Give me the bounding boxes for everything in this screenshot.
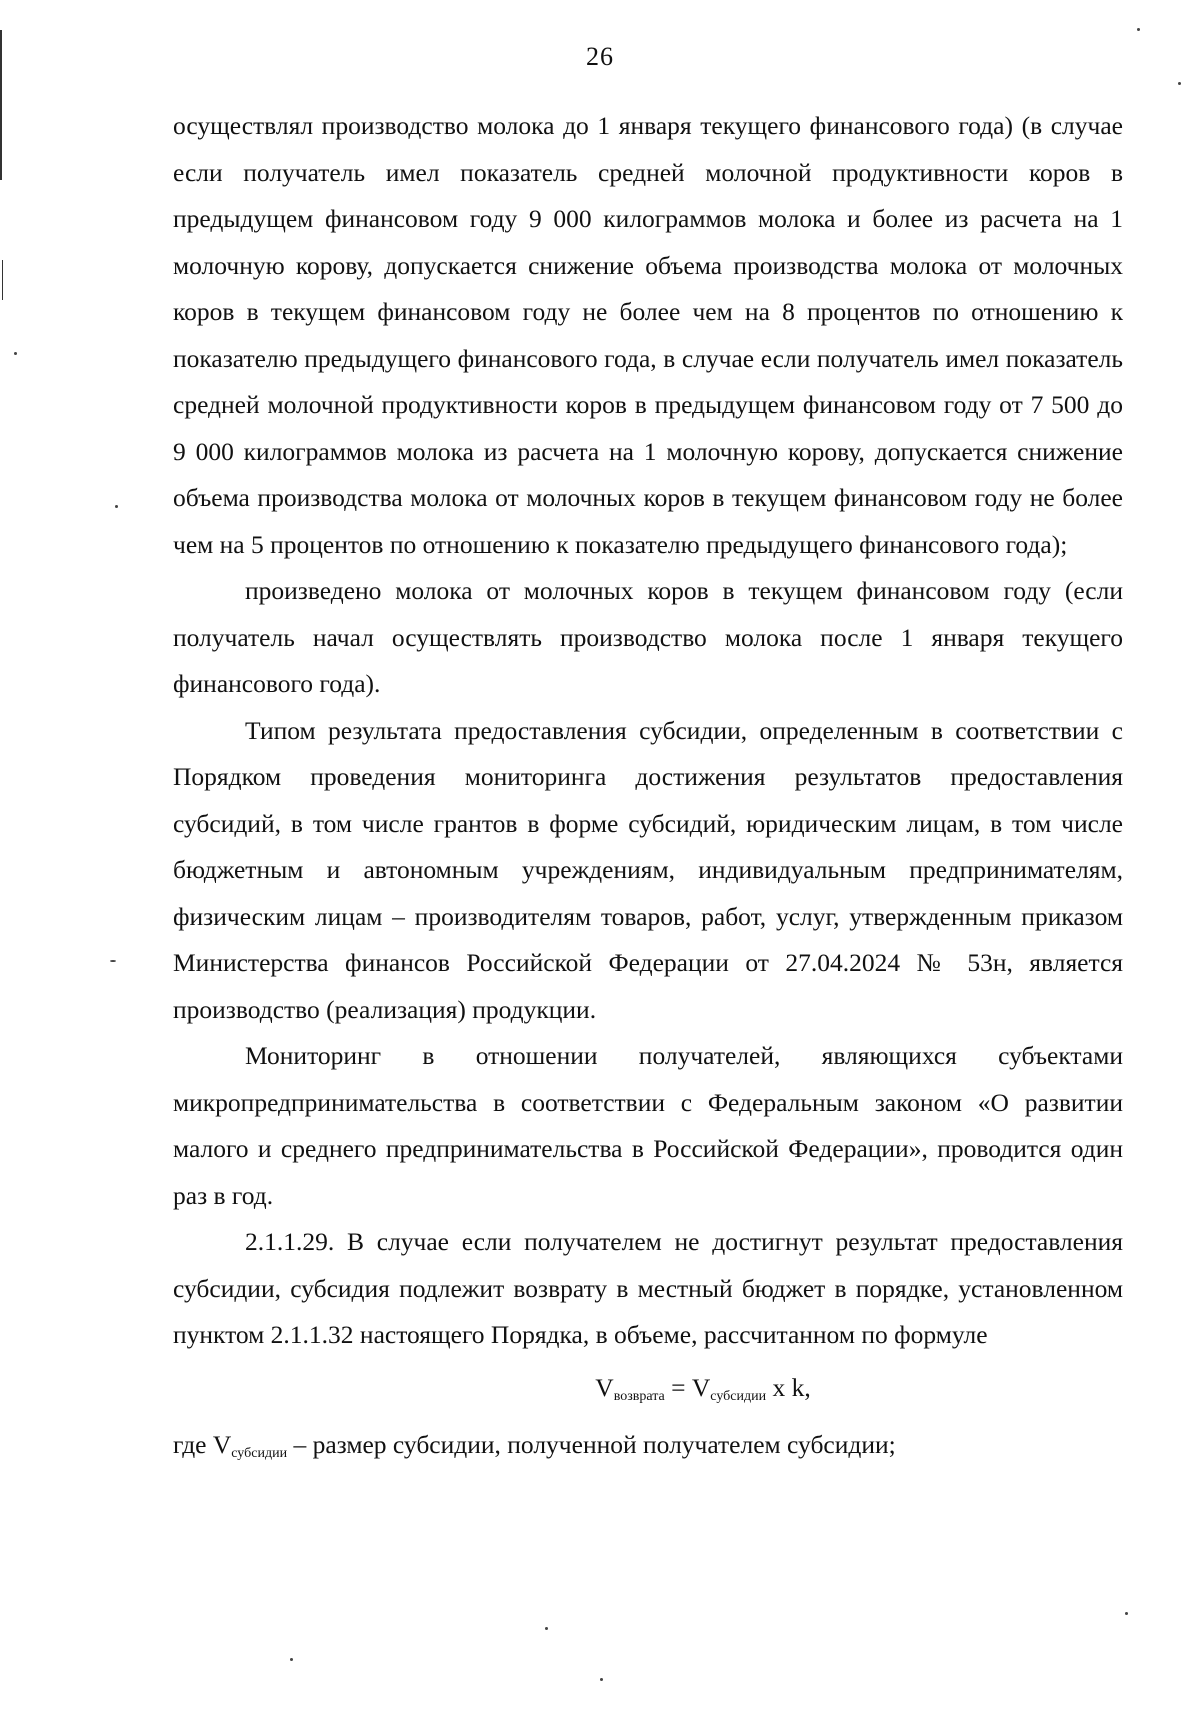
scan-speck [115, 505, 118, 508]
scan-speck [600, 1678, 603, 1681]
scan-speck [1125, 1612, 1128, 1615]
scan-speck [110, 960, 116, 962]
scan-speck [1178, 82, 1181, 85]
scan-speck [1137, 28, 1140, 31]
paragraph-2-1-1-29: 2.1.1.29. В случае если получателем не достигнут результат предоставления субсидии, субсидия подлежит возврату в местный бюджет в порядке, установленном пунктом 2.1.1.32 настоящего Порядка, в объеме, рассчитанном по формуле [173, 1227, 1123, 1349]
scan-margin-line [2, 260, 3, 300]
scan-speck [545, 1627, 548, 1630]
formula-lhs-subscript: возврата [613, 1388, 665, 1404]
formula-operator: х [772, 1372, 786, 1402]
paragraph-continuation: осуществлял производство молока до 1 января текущего финансового года) (в случае если получатель имел показатель средней молочной продуктивности коров в предыдущем финансовом году 9 000 килограммов молока и более из расчета на 1 молочную корову, допускается снижение объема производства молока от молочных коров в текущем финансовом году не более чем на 8 процентов по отношению к показателю предыдущего финансового года, в случае если получатель имел показатель средней молочной продуктивности коров в предыдущем финансовом году от 7 500 до 9 000 килограммов молока из расчета на 1 молочную корову, допускается снижение объема производства молока от молочных коров в текущем финансовом году не более чем на 5 процентов по отношению к показателю предыдущего финансового года); [173, 111, 1123, 559]
page-number: 26 [586, 42, 614, 71]
definition-prefix: где [173, 1429, 213, 1459]
body-text [173, 103, 1123, 1477]
scan-speck [290, 1658, 293, 1661]
definition-line [173, 1422, 1123, 1478]
paragraph-result-type: Типом результата предоставления субсидии, определенным в соответствии с Порядком проведения мониторинга достижения результатов предоставления субсидий, в том числе грантов в форме субсидий, юридическим лицам, в том числе бюджетным и автономным учреждениям, индивидуальным предпринимателям, физическим лицам – производителям товаров, работ, услуг, утвержденным приказом Министерства финансов Российской Федерации от 27.04.2024 № 53н, является производство (реализация) продукции. [173, 715, 1123, 1024]
refund-formula [173, 1363, 1123, 1422]
paragraph-milk-produced: произведено молока от молочных коров в текущем финансовом году (если получатель начал осуществлять производство молока после 1 января текущего финансового года). [173, 576, 1123, 698]
definition-subscript: субсидии [231, 1445, 288, 1461]
definition-text: – размер субсидии, полученной получателем субсидии; [287, 1429, 896, 1459]
formula-rhs-symbol: V [691, 1372, 711, 1402]
paragraph-monitoring: Мониторинг в отношении получателей, являющихся субъектами микропредпринимательства в соответствии с Федеральным законом «О развитии малого и среднего предпринимательства в Российской Федерации», проводится один раз в год. [173, 1041, 1123, 1210]
formula-factor: k, [791, 1372, 811, 1402]
formula-rhs-subscript: субсидии [710, 1388, 767, 1404]
definition-symbol: V [212, 1429, 232, 1459]
scan-speck [14, 352, 17, 355]
formula-equals: = [671, 1372, 686, 1402]
formula-lhs-symbol: V [595, 1372, 614, 1402]
